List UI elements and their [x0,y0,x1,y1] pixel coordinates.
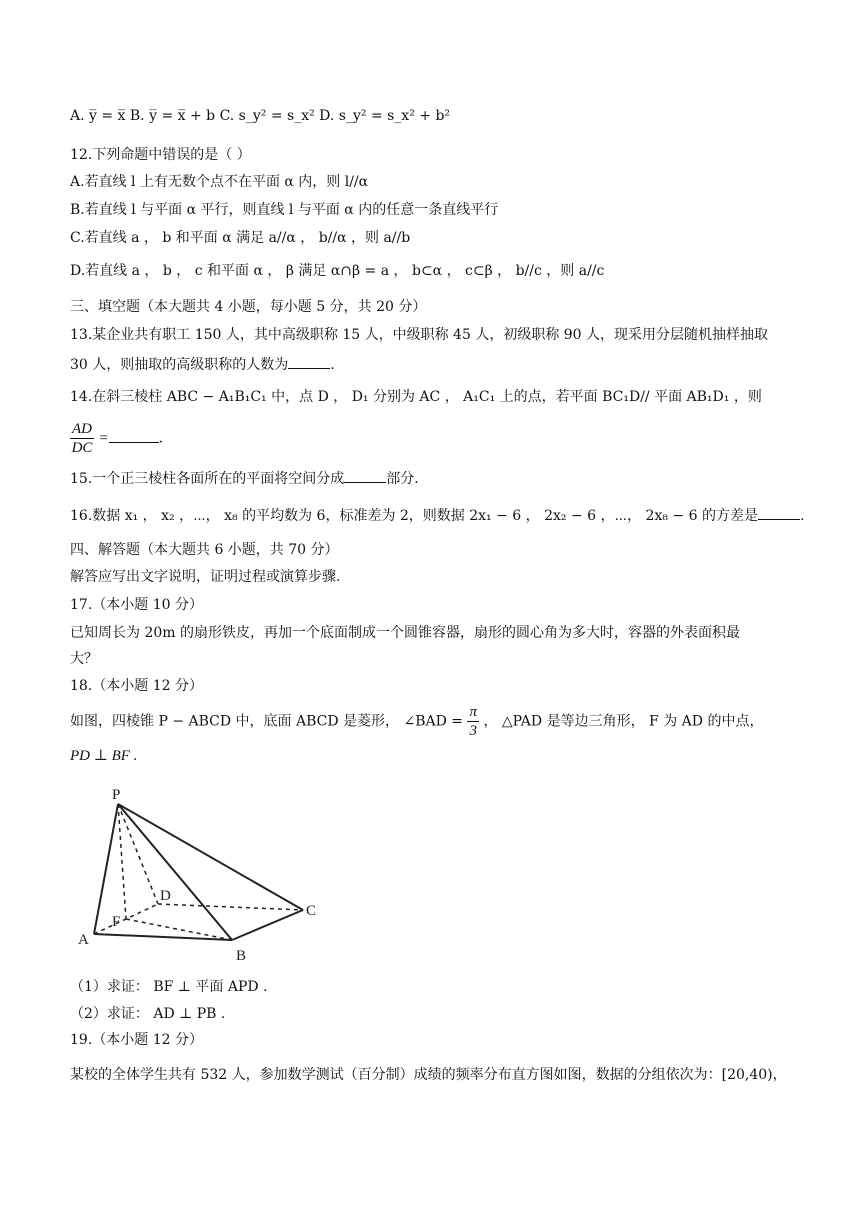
q12-option-d: D.若直线 a ， b ， c 和平面 α ， β 满足 α∩β = a ， b⊂α ， c⊂β ， b//c ，则 a//c [70,263,605,279]
q18-part-1: （1）求证： BF ⊥ 平面 APD . [70,979,268,995]
section-3-heading: 三、填空题（本大题共 4 小题，每小题 5 分，共 20 分） [70,299,427,315]
q15 [70,468,419,489]
q18-fraction-numerator: π [469,704,477,720]
q13-period: . [330,357,335,373]
edge-pb [118,804,232,940]
q13-line-2 [70,354,335,375]
q12-option-a: A.若直线 l 上有无数个点不在平面 α 内，则 l//α [70,174,369,190]
section-4-note: 解答应写出文字说明，证明过程或演算步骤. [70,569,341,585]
q14-line-2 [70,420,163,457]
q12-option-c: C.若直线 a ， b 和平面 α 满足 a//α ， b//α ，则 a//b [70,230,411,246]
edge-dc [158,904,303,910]
q19-line-1: 某校的全体学生共有 532 人，参加数学测试（百分制）成绩的频率分布直方图如图，数据的分组依次为：[20,40)， [70,1067,787,1083]
q18-fraction [467,703,479,740]
edge-ab [94,934,232,940]
q14-line-1: 14.在斜三棱柱 ABC − A₁B₁C₁ 中，点 D ， D₁ 分别为 AC ， A₁C₁ 上的点，若平面 BC₁D// 平面 AB₁D₁ ，则 [70,389,762,405]
q12-option-b: B.若直线 l 与平面 α 平行，则直线 l 与平面 α 内的任意一条直线平行 [70,202,499,218]
pyramid-figure [70,782,330,964]
q14-fraction-denominator: DC [71,440,93,456]
q19-heading: 19.（本小题 12 分） [70,1032,203,1048]
q17-line-1: 已知周长为 20m 的扇形铁皮，再加一个底面制成一个圆锥容器，扇形的圆心角为多大时，容器的外表面积最 [70,625,740,641]
q18-line-2: PD ⊥ BF . [70,748,138,764]
q18-text-b: ， △PAD 是等边三角形， F 为 AD 的中点， [483,713,764,730]
q15-text: 15.一个正三棱柱各面所在的平面将空间分成 [70,471,345,487]
q12-stem: 12.下列命题中错误的是（ ） [70,147,251,163]
label-c: C [306,903,317,919]
q18-text-a: 如图，四棱锥 P − ABCD 中，底面 ABCD 是菱形， ∠BAD = [70,713,464,730]
q14-answer-blank[interactable] [109,428,159,443]
q16-answer-blank[interactable] [758,505,800,520]
q14-fraction-numerator: AD [72,421,92,437]
q15-text-end: 部分. [386,471,419,487]
section-4-heading: 四、解答题（本大题共 6 小题，共 70 分） [70,542,339,558]
q13-line-1: 13.某企业共有职工 150 人，其中高级职称 15 人，中级职称 45 人，初级职称 90 人，现采用分层随机抽样抽取 [70,327,769,343]
q18-line-1 [70,703,763,740]
q11-options: A. y̅ = x̅ B. y̅ = x̅ + b C. s_y² = s_x² D. s_y² = s_x² + b² [70,108,451,124]
q17-line-2: 大？ [70,651,98,667]
q13-answer-blank[interactable] [288,354,330,369]
edge-pd [118,804,158,904]
q14-equals: = [98,430,109,447]
q14-period: . [158,430,164,447]
q18-heading: 18.（本小题 12 分） [70,678,203,694]
q15-answer-blank[interactable] [344,468,386,483]
label-d: D [160,888,171,904]
q18-part-2: （2）求证： AD ⊥ PB . [70,1006,226,1022]
edge-pc [118,804,303,910]
label-a: A [78,932,89,948]
q18-fraction-denominator: 3 [469,723,477,739]
q16-period: . [799,508,805,524]
q17-heading: 17.（本小题 10 分） [70,597,203,613]
label-f: F [112,914,121,930]
q16-text: 16.数据 x₁ ， x₂ ，⋯， x₈ 的平均数为 6，标准差为 2，则数据 2x₁ − 6 ， 2x₂ − 6 ，⋯， 2x₈ − 6 的方差是 [70,508,758,524]
edge-bc [232,910,303,940]
q14-fraction [70,420,94,457]
label-b: B [236,948,247,964]
label-p: P [112,787,121,803]
q16 [70,505,804,526]
q13-text: 30 人，则抽取的高级职称的人数为 [70,357,289,373]
